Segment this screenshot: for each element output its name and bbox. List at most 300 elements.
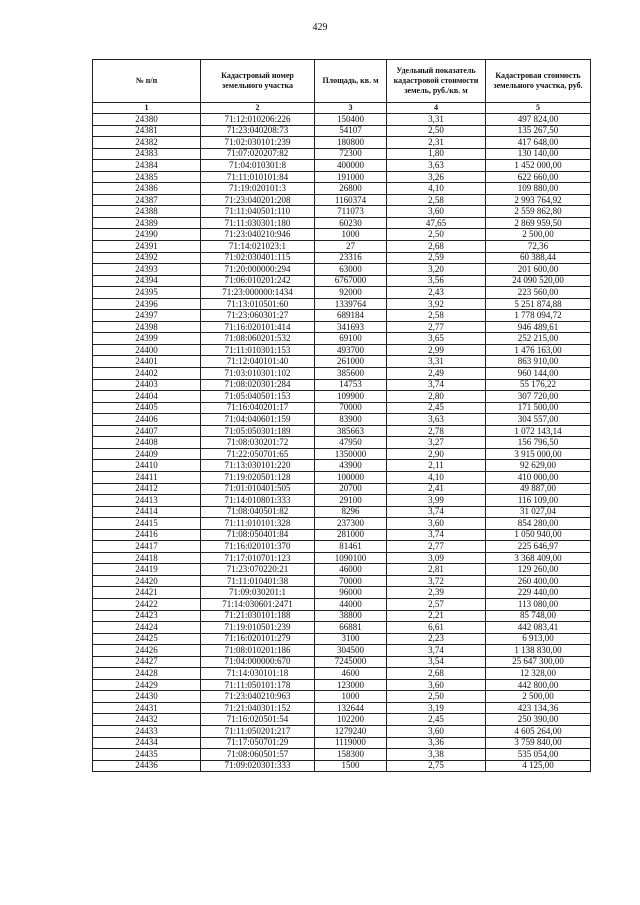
cell-cadastral-value: 2 500,00 [486,691,591,703]
page-number: 429 [312,22,328,33]
table-row [93,310,591,322]
cell-area: 1160374 [315,194,387,206]
table-row [93,287,591,299]
cell-row-number: 24422 [93,598,201,610]
cell-area: 38800 [315,610,387,622]
cell-row-number: 24421 [93,587,201,599]
cell-cadastral-value: 3 368 409,00 [486,552,591,564]
cell-specific-value: 2,49 [387,368,486,380]
cell-cadastral-value: 4 605 264,00 [486,725,591,737]
cell-area: 63000 [315,264,387,276]
cell-cadastral-number: 71:19:020501:128 [201,471,315,483]
table-row [93,760,591,772]
cell-cadastral-value: 2 993 764,92 [486,194,591,206]
cell-cadastral-number: 71:05:040501:153 [201,391,315,403]
cell-area: 304500 [315,645,387,657]
cell-cadastral-number: 71:11:010101:328 [201,518,315,530]
cell-cadastral-value: 250 390,00 [486,714,591,726]
cell-row-number: 24387 [93,194,201,206]
cell-area: 711073 [315,206,387,218]
cell-area: 60230 [315,217,387,229]
cell-row-number: 24416 [93,529,201,541]
cell-cadastral-number: 71:02:030101:239 [201,137,315,149]
cell-cadastral-value: 24 090 520,00 [486,275,591,287]
cell-specific-value: 2,77 [387,321,486,333]
cell-area: 1350000 [315,448,387,460]
cell-area: 23316 [315,252,387,264]
table-row [93,171,591,183]
table-row [93,668,591,680]
cell-row-number: 24409 [93,448,201,460]
cell-row-number: 24380 [93,114,201,126]
cell-cadastral-value: 260 400,00 [486,575,591,587]
cell-cadastral-number: 71:11:030301:180 [201,217,315,229]
cell-cadastral-value: 109 880,00 [486,183,591,195]
cell-specific-value: 3,19 [387,702,486,714]
cell-row-number: 24396 [93,298,201,310]
cell-area: 92000 [315,287,387,299]
cell-specific-value: 2,57 [387,598,486,610]
cell-cadastral-number: 71:08:060501:57 [201,749,315,761]
cell-row-number: 24389 [93,217,201,229]
cell-cadastral-value: 229 440,00 [486,587,591,599]
table-row [93,298,591,310]
cell-area: 261000 [315,356,387,368]
cell-cadastral-value: 60 388,44 [486,252,591,264]
cell-area: 281000 [315,529,387,541]
cell-area: 237300 [315,518,387,530]
table-row [93,702,591,714]
table-row [93,552,591,564]
cell-specific-value: 2,41 [387,483,486,495]
cell-area: 7245000 [315,656,387,668]
cell-cadastral-number: 71:03:010301:102 [201,368,315,380]
cell-area: 3100 [315,633,387,645]
cell-row-number: 24392 [93,252,201,264]
header-specific-value: Удельный показатель кадастровой стоимости земель, руб./кв. м [387,60,486,103]
cell-cadastral-value: 12 328,00 [486,668,591,680]
cell-cadastral-number: 71:13:030101:220 [201,460,315,472]
cell-area: 102200 [315,714,387,726]
cell-cadastral-number: 71:21:040301:152 [201,702,315,714]
header-row [93,60,591,103]
cell-specific-value: 2,50 [387,229,486,241]
cell-area: 1279240 [315,725,387,737]
cell-cadastral-number: 71:17:050701:29 [201,737,315,749]
cell-row-number: 24411 [93,471,201,483]
cell-cadastral-number: 71:12:040101:40 [201,356,315,368]
cell-area: 26800 [315,183,387,195]
cell-specific-value: 2,50 [387,125,486,137]
column-number: 4 [387,103,486,114]
cell-specific-value: 3,74 [387,379,486,391]
cell-specific-value: 3,74 [387,529,486,541]
cell-area: 4600 [315,668,387,680]
cell-area: 100000 [315,471,387,483]
table-body [93,114,591,772]
cell-specific-value: 3,09 [387,552,486,564]
cell-cadastral-value: 2 869 959,50 [486,217,591,229]
cell-cadastral-value: 442 083,41 [486,622,591,634]
cell-cadastral-number: 71:13:010501:60 [201,298,315,310]
cell-cadastral-number: 71:23:040208:73 [201,125,315,137]
cell-cadastral-number: 71:23:000000:1434 [201,287,315,299]
cell-cadastral-value: 223 560,00 [486,287,591,299]
cell-cadastral-value: 854 280,00 [486,518,591,530]
cell-row-number: 24410 [93,460,201,472]
cell-area: 47950 [315,437,387,449]
column-number: 2 [201,103,315,114]
cell-row-number: 24418 [93,552,201,564]
cell-specific-value: 3,60 [387,725,486,737]
cell-cadastral-number: 71:01:010401:505 [201,483,315,495]
table-row [93,148,591,160]
cell-cadastral-number: 71:11:010401:38 [201,575,315,587]
cell-cadastral-value: 130 140,00 [486,148,591,160]
table-row [93,425,591,437]
cell-specific-value: 6,61 [387,622,486,634]
cell-cadastral-number: 71:14:030101:18 [201,668,315,680]
table-row [93,379,591,391]
cell-specific-value: 2,31 [387,137,486,149]
cell-specific-value: 2,11 [387,460,486,472]
cell-area: 400000 [315,160,387,172]
table-row [93,691,591,703]
cell-cadastral-number: 71:08:060201:532 [201,333,315,345]
cell-cadastral-value: 410 000,00 [486,471,591,483]
cell-row-number: 24398 [93,321,201,333]
table-row [93,575,591,587]
cell-row-number: 24431 [93,702,201,714]
table-row [93,194,591,206]
cell-cadastral-value: 1 050 940,00 [486,529,591,541]
table-row [93,725,591,737]
cell-specific-value: 2,78 [387,425,486,437]
cell-area: 1000 [315,229,387,241]
cell-cadastral-number: 71:16:020501:54 [201,714,315,726]
cell-row-number: 24400 [93,344,201,356]
table-row [93,217,591,229]
table-row [93,471,591,483]
cell-row-number: 24429 [93,679,201,691]
cell-specific-value: 3,60 [387,206,486,218]
table-row [93,160,591,172]
cell-cadastral-value: 2 559 862,80 [486,206,591,218]
cell-row-number: 24397 [93,310,201,322]
cell-cadastral-value: 6 913,00 [486,633,591,645]
table-row [93,610,591,622]
table-row [93,414,591,426]
cell-area: 96000 [315,587,387,599]
table-row [93,114,591,126]
table-row [93,356,591,368]
table-row [93,506,591,518]
cell-cadastral-value: 2 500,00 [486,229,591,241]
cell-cadastral-number: 71:16:020101:414 [201,321,315,333]
cell-area: 158300 [315,749,387,761]
table-row [93,344,591,356]
cell-specific-value: 2,80 [387,391,486,403]
cell-row-number: 24417 [93,541,201,553]
cell-cadastral-number: 71:08:040501:82 [201,506,315,518]
cell-row-number: 24395 [93,287,201,299]
cell-cadastral-number: 71:14:010801:333 [201,495,315,507]
cell-row-number: 24403 [93,379,201,391]
cell-row-number: 24382 [93,137,201,149]
cell-row-number: 24420 [93,575,201,587]
table-row [93,275,591,287]
cell-cadastral-number: 71:11:050101:178 [201,679,315,691]
cell-cadastral-value: 113 080,00 [486,598,591,610]
cell-specific-value: 2,99 [387,344,486,356]
cell-area: 81461 [315,541,387,553]
table-row [93,483,591,495]
cell-row-number: 24393 [93,264,201,276]
table-row [93,598,591,610]
cell-cadastral-value: 307 720,00 [486,391,591,403]
table-row [93,391,591,403]
cell-cadastral-value: 3 759 840,00 [486,737,591,749]
cell-cadastral-value: 497 824,00 [486,114,591,126]
cell-cadastral-value: 1 138 830,00 [486,645,591,657]
cell-area: 54107 [315,125,387,137]
cell-cadastral-value: 171 500,00 [486,402,591,414]
cell-specific-value: 3,99 [387,495,486,507]
cell-cadastral-number: 71:11:010101:84 [201,171,315,183]
cell-cadastral-number: 71:14:021023:1 [201,241,315,253]
table-row [93,737,591,749]
cell-row-number: 24432 [93,714,201,726]
cell-specific-value: 3,92 [387,298,486,310]
cell-row-number: 24408 [93,437,201,449]
cell-row-number: 24435 [93,749,201,761]
cell-specific-value: 3,26 [387,171,486,183]
header-area: Площадь, кв. м [315,60,387,103]
cell-specific-value: 2,23 [387,633,486,645]
cell-cadastral-number: 71:19:010501:239 [201,622,315,634]
cell-area: 689184 [315,310,387,322]
table-row [93,622,591,634]
cell-cadastral-value: 1 778 094,72 [486,310,591,322]
cell-area: 27 [315,241,387,253]
cell-cadastral-number: 71:04:010301:8 [201,160,315,172]
cadastral-value-table [92,59,591,772]
cell-specific-value: 2,39 [387,587,486,599]
cell-row-number: 24424 [93,622,201,634]
cell-area: 341693 [315,321,387,333]
header-cadastral-number: Кадастровый номер земельного участка [201,60,315,103]
cell-cadastral-value: 960 144,00 [486,368,591,380]
cell-area: 493700 [315,344,387,356]
cell-specific-value: 3,74 [387,506,486,518]
cell-row-number: 24413 [93,495,201,507]
cell-area: 180800 [315,137,387,149]
cell-cadastral-number: 71:22:050701:65 [201,448,315,460]
cell-cadastral-number: 71:19:020101:3 [201,183,315,195]
cell-specific-value: 2,21 [387,610,486,622]
cell-area: 123000 [315,679,387,691]
cell-area: 150400 [315,114,387,126]
cell-specific-value: 3,72 [387,575,486,587]
cell-area: 70000 [315,402,387,414]
cell-cadastral-number: 71:16:020101:370 [201,541,315,553]
cell-cadastral-value: 135 267,50 [486,125,591,137]
cell-area: 14753 [315,379,387,391]
table-row [93,656,591,668]
table-row [93,645,591,657]
header-cadastral-value: Кадастровая стоимость земельного участка, руб. [486,60,591,103]
cell-specific-value: 2,77 [387,541,486,553]
table-row [93,564,591,576]
cell-cadastral-value: 1 476 163,00 [486,344,591,356]
cell-cadastral-number: 71:23:060301:27 [201,310,315,322]
cell-cadastral-number: 71:06:010201:242 [201,275,315,287]
cell-row-number: 24428 [93,668,201,680]
cell-cadastral-number: 71:23:070220:21 [201,564,315,576]
cell-row-number: 24427 [93,656,201,668]
cell-cadastral-number: 71:11:050201:217 [201,725,315,737]
table-row [93,460,591,472]
table-row [93,321,591,333]
cell-row-number: 24425 [93,633,201,645]
table-row [93,714,591,726]
cell-cadastral-value: 417 648,00 [486,137,591,149]
cell-area: 72300 [315,148,387,160]
cell-cadastral-value: 442 800,00 [486,679,591,691]
cell-area: 385600 [315,368,387,380]
cell-specific-value: 2,58 [387,194,486,206]
table-row [93,125,591,137]
cell-cadastral-number: 71:11:010301:153 [201,344,315,356]
cell-area: 8296 [315,506,387,518]
cell-specific-value: 3,31 [387,114,486,126]
cell-row-number: 24404 [93,391,201,403]
cell-row-number: 24384 [93,160,201,172]
cell-specific-value: 2,75 [387,760,486,772]
cell-specific-value: 3,38 [387,749,486,761]
cell-row-number: 24430 [93,691,201,703]
cell-cadastral-value: 156 796,50 [486,437,591,449]
cell-specific-value: 3,60 [387,679,486,691]
cell-specific-value: 4,10 [387,471,486,483]
cell-specific-value: 3,63 [387,160,486,172]
table-row [93,402,591,414]
cell-cadastral-value: 423 134,36 [486,702,591,714]
header-row-number: № п/п [93,60,201,103]
cell-specific-value: 2,68 [387,668,486,680]
cell-row-number: 24436 [93,760,201,772]
cell-area: 191000 [315,171,387,183]
column-number: 5 [486,103,591,114]
cell-cadastral-value: 863 910,00 [486,356,591,368]
cell-specific-value: 47,65 [387,217,486,229]
cell-cadastral-value: 304 557,00 [486,414,591,426]
cell-specific-value: 3,54 [387,656,486,668]
table-row [93,749,591,761]
cell-specific-value: 3,31 [387,356,486,368]
cell-area: 1500 [315,760,387,772]
cell-cadastral-number: 71:16:040201:17 [201,402,315,414]
cell-row-number: 24419 [93,564,201,576]
cell-row-number: 24423 [93,610,201,622]
table-row [93,518,591,530]
cell-cadastral-value: 622 660,00 [486,171,591,183]
cell-cadastral-number: 71:17:010701:123 [201,552,315,564]
cell-specific-value: 2,59 [387,252,486,264]
cell-cadastral-value: 225 646,97 [486,541,591,553]
cell-cadastral-number: 71:05:050301:189 [201,425,315,437]
cell-area: 29100 [315,495,387,507]
column-number: 3 [315,103,387,114]
cell-cadastral-number: 71:09:020301:333 [201,760,315,772]
cell-area: 20700 [315,483,387,495]
cell-cadastral-value: 535 054,00 [486,749,591,761]
cell-row-number: 24434 [93,737,201,749]
cell-cadastral-number: 71:23:040201:208 [201,194,315,206]
cell-specific-value: 2,90 [387,448,486,460]
cell-cadastral-value: 201 600,00 [486,264,591,276]
table-row [93,495,591,507]
cell-cadastral-number: 71:23:040210:963 [201,691,315,703]
cell-specific-value: 3,60 [387,518,486,530]
cell-cadastral-number: 71:20:000000:294 [201,264,315,276]
cell-area: 1000 [315,691,387,703]
cell-area: 1339764 [315,298,387,310]
cell-row-number: 24415 [93,518,201,530]
cell-cadastral-number: 71:12:010206:226 [201,114,315,126]
cell-specific-value: 3,74 [387,645,486,657]
cell-cadastral-number: 71:16:020101:279 [201,633,315,645]
table-row [93,541,591,553]
cell-row-number: 24386 [93,183,201,195]
table-row [93,241,591,253]
cell-cadastral-value: 92 629,00 [486,460,591,472]
cell-area: 132644 [315,702,387,714]
cell-cadastral-value: 85 748,00 [486,610,591,622]
table-row [93,229,591,241]
cell-specific-value: 3,63 [387,414,486,426]
table-row [93,206,591,218]
cell-row-number: 24385 [93,171,201,183]
cell-cadastral-number: 71:08:020301:284 [201,379,315,391]
table-row [93,633,591,645]
cell-specific-value: 2,68 [387,241,486,253]
cell-row-number: 24401 [93,356,201,368]
column-number-row [93,103,591,114]
cell-cadastral-number: 71:02:030401:115 [201,252,315,264]
cell-area: 6767000 [315,275,387,287]
cell-cadastral-number: 71:04:040601:159 [201,414,315,426]
cell-cadastral-number: 71:09:030201:1 [201,587,315,599]
cell-row-number: 24426 [93,645,201,657]
cell-cadastral-value: 72,36 [486,241,591,253]
cell-cadastral-number: 71:08:050401:84 [201,529,315,541]
cell-cadastral-number: 71:08:010201:186 [201,645,315,657]
cell-cadastral-number: 71:23:040210:946 [201,229,315,241]
cell-cadastral-value: 25 647 300,00 [486,656,591,668]
table-row [93,587,591,599]
table-row [93,333,591,345]
cell-specific-value: 2,50 [387,691,486,703]
cell-cadastral-value: 1 452 000,00 [486,160,591,172]
table-row [93,264,591,276]
cell-area: 46000 [315,564,387,576]
table-row [93,437,591,449]
table-row [93,137,591,149]
cell-specific-value: 3,27 [387,437,486,449]
table-row [93,448,591,460]
cell-specific-value: 2,43 [387,287,486,299]
